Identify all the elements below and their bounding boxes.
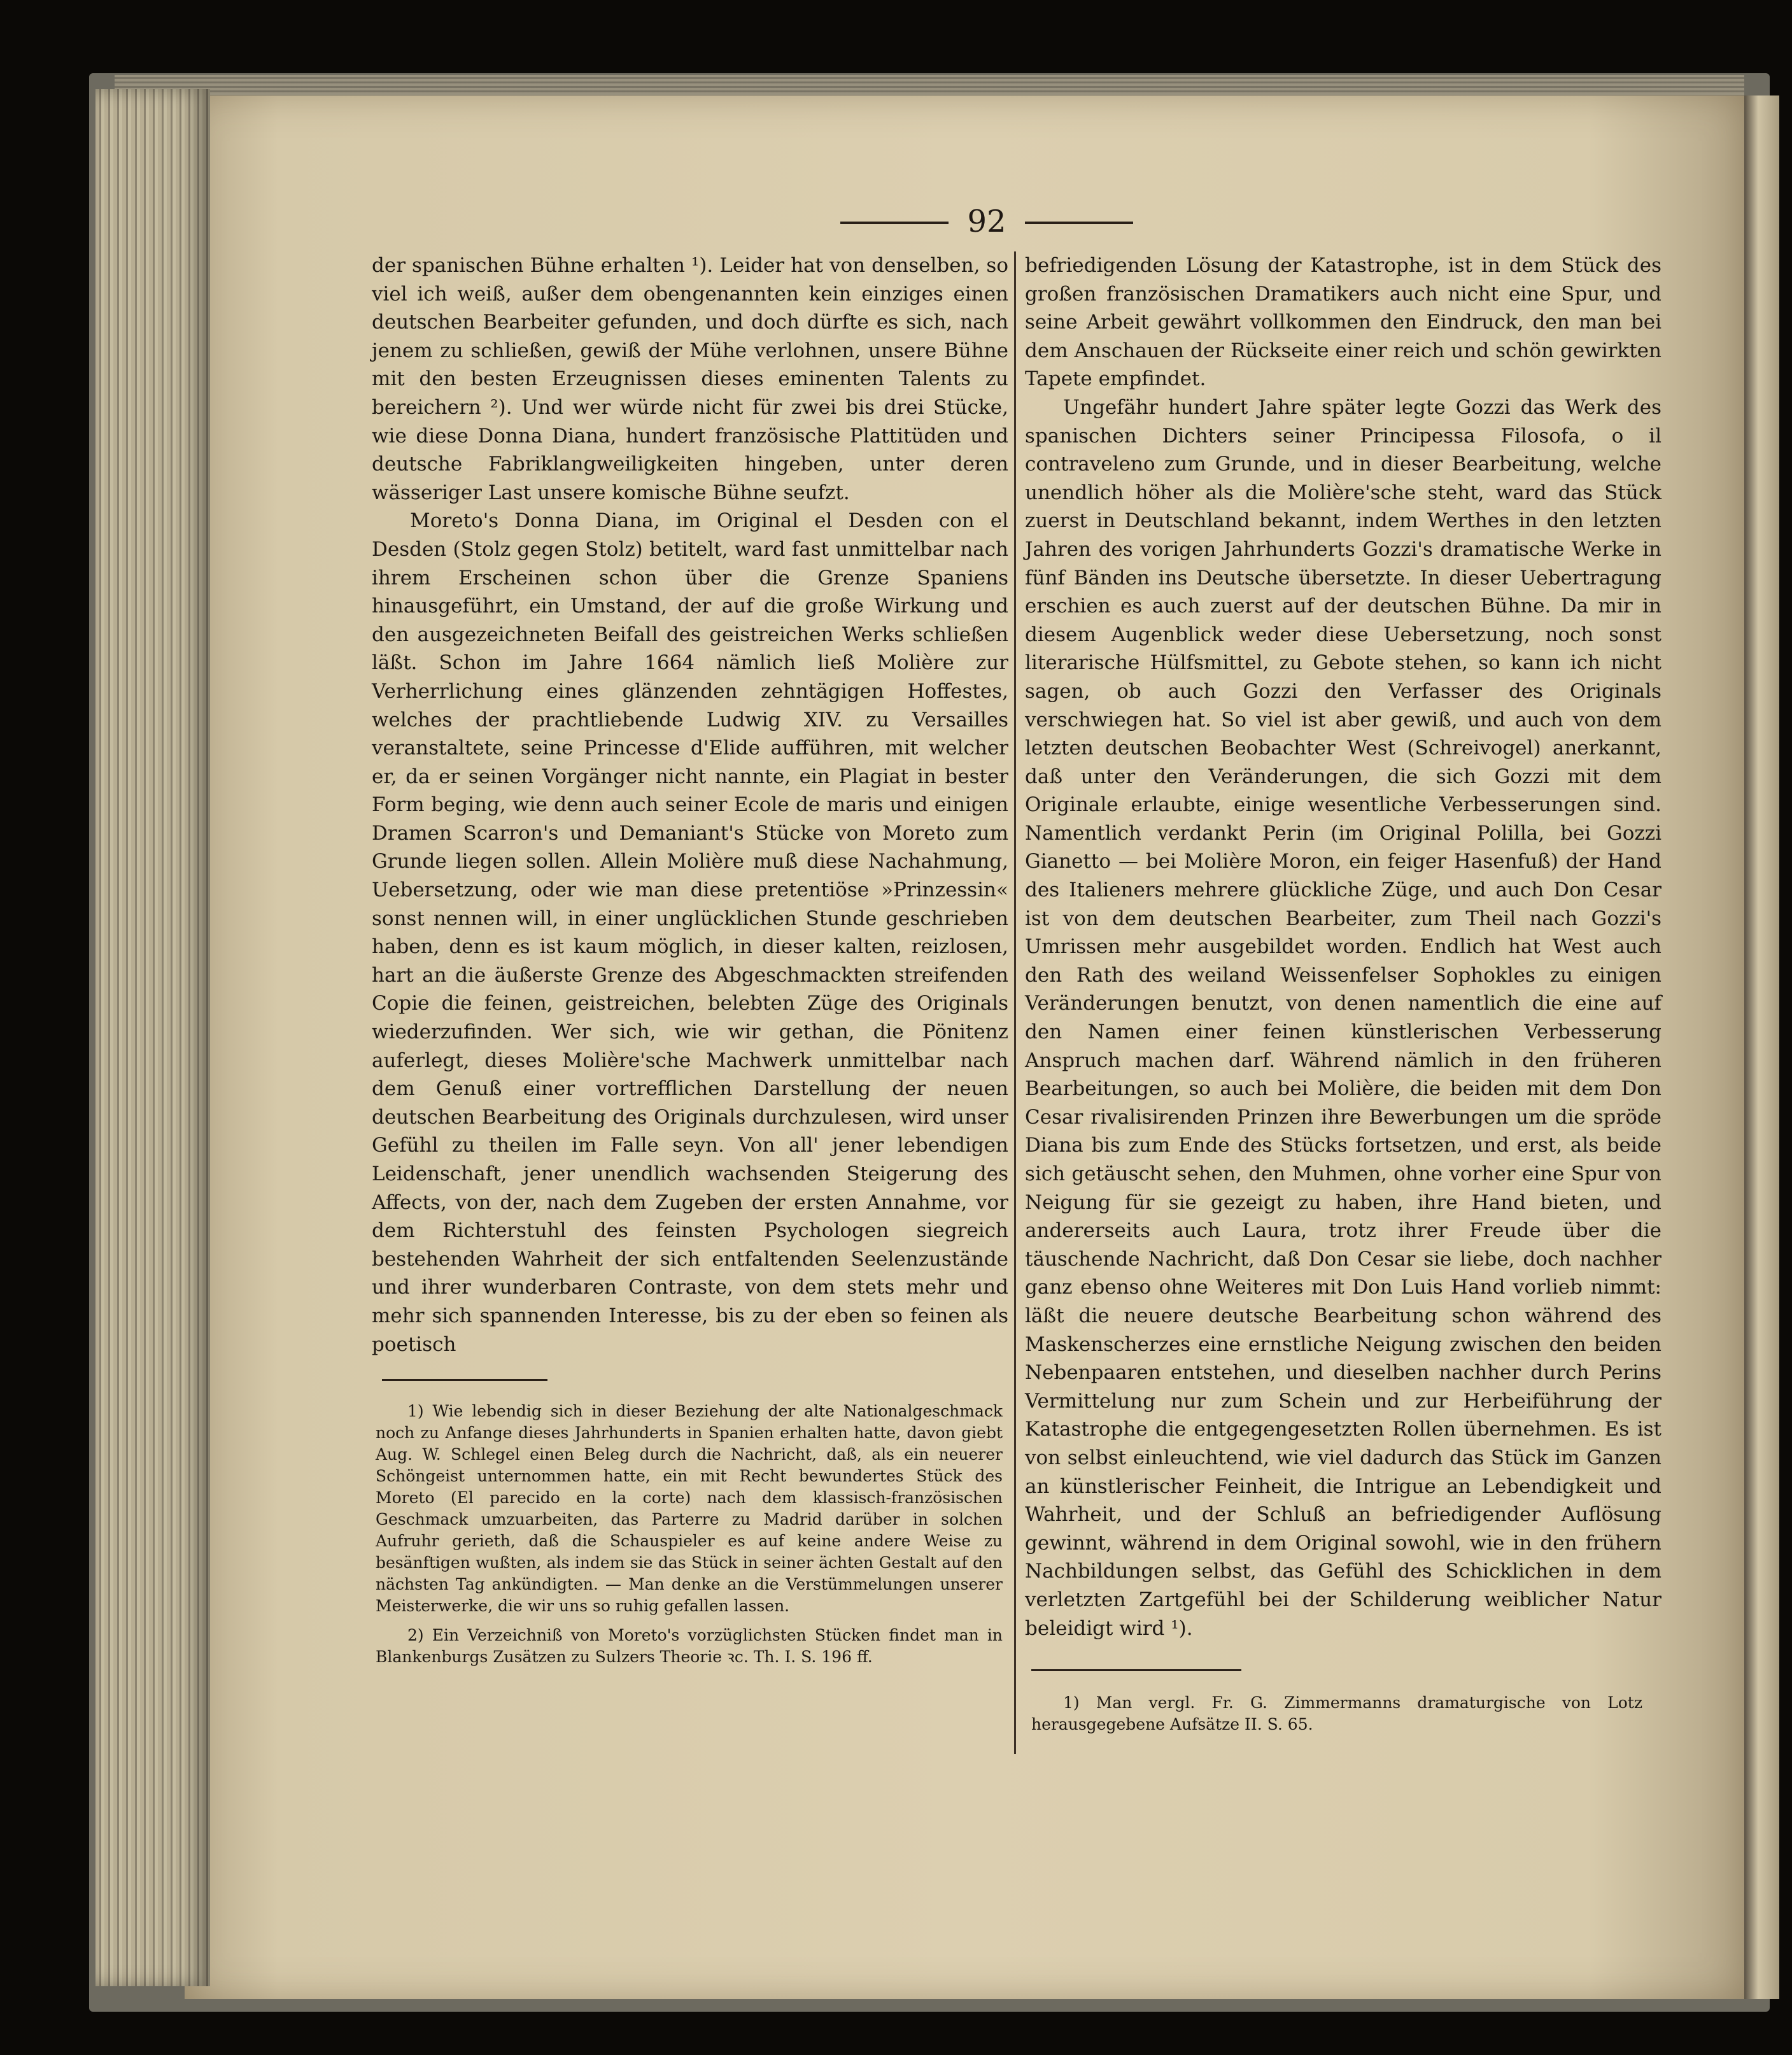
page-number: 92: [967, 204, 1006, 239]
footnote: 1) Man vergl. Fr. G. Zimmermanns dramaturgische von Lotz herausgegebene Aufsätze II. S. 65.: [1031, 1693, 1642, 1734]
right-column: [1025, 251, 1661, 1642]
footnote: 1) Wie lebendig sich in dieser Beziehung der alte Nationalgeschmack noch zu Anfange dieses Jahrhunderts in Spanien erhalten hatte, davon giebt Aug. W. Schlegel einen Beleg durch die Nachricht, daß, als ein neuerer Schöngeist unternommen hatte, ein mit Recht bewundertes Stück des Moreto (El parecido en la corte) nach dem klassisch-französischen Geschmack umzuarbeiten, das Parterre zu Madrid darüber in solchen Aufruhr gerieth, daß die Schauspieler es auf keine andere Weise zu besänftigen wußten, als indem sie das Stück in seiner ächten Gestalt auf den nächsten Tag ankündigten. — Man denke an die Verstümmelungen unserer Meisterwerke, die wir uns so ruhig gefallen lassen.: [376, 1402, 1003, 1615]
footnote: 2) Ein Verzeichniß von Moreto's vorzüglichsten Stücken findet man in Blankenburgs Zusätzen zu Sulzers Theorie ꝛc. Th. I. S. 196 ff.: [376, 1626, 1003, 1666]
paragraph: Ungefähr hundert Jahre später legte Gozzi das Werk des spanischen Dichters seiner Principessa Filosofa, o il contraveleno zum Grunde, und in dieser Bearbeitung, welche unendlich höher als die Molière'sche steht, ward das Stück zuerst in Deutschland bekannt, indem Werthes in den letzten Jahren des vorigen Jahrhunderts Gozzi's dramatische Werke in fünf Bänden ins Deutsche übersetzte. In dieser Uebertragung erschien es auch zuerst auf der deutschen Bühne. Da mir in diesem Augenblick weder diese Uebersetzung, noch sonst literarische Hülfsmittel, zu Gebote stehen, so kann ich nicht sagen, ob auch Gozzi den Verfasser des Originals verschwiegen hat. So viel ist aber gewiß, und auch von dem letzten deutschen Beobachter West (Schreivogel) anerkannt, daß unter den Veränderungen, die sich Gozzi mit dem Originale erlaubte, einige wesentliche Verbesserungen sind. Namentlich verdankt Perin (im Original Polilla, bei Gozzi Gianetto — bei Molière Moron, ein feiger Hasenfuß) der Hand des Italieners mehrere glückliche Züge, und auch Don Cesar ist von dem deutschen Bearbeiter, zum Theil nach Gozzi's Umrissen mehr ausgebildet worden. Endlich hat West auch den Rath des weiland Weissenfelser Sophokles zu einigen Veränderungen benutzt, von denen namentlich die eine auf den Namen einer feinen künstlerischen Verbesserung Anspruch machen darf. Während nämlich in den früheren Bearbeitungen, so auch bei Molière, die beiden mit dem Don Cesar rivalisirenden Prinzen ihre Bewerbungen um die spröde Diana bis zum Ende des Stücks fortsetzen, und erst, als beide sich getäuscht sehen, den Muhmen, ohne vorher eine Spur von Neigung für sie gezeigt zu haben, ihre Hand bieten, und andererseits auch Laura, trotz ihrer Freude über die täuschende Nachricht, daß Don Cesar sie liebe, doch nachher ganz ebenso ohne Weiteres mit Don Luis Hand vorlieb nimmt: läßt die neuere deutsche Bearbeitung schon während des Maskenscherzes eine ernstliche Neigung zwischen den beiden Nebenpaaren entstehen, und dieselben nachher durch Perins Vermittelung nur zum Schein und zur Herbeiführung der Katastrophe die entgegengesetzten Rollen übernehmen. Es ist von selbst einleuchtend, wie viel dadurch das Stück im Ganzen an künstlerischer Feinheit, die Intrigue an Lebendigkeit und Wahrheit, und der Schluß an befriedigender Auflösung gewinnt, während in dem Original sowohl, wie in den frühern Nachbildungen selbst, das Gefühl des Schicklichen in dem verletzten Zartgefühl bei der Schilderung weiblicher Natur beleidigt wird ¹).: [1025, 395, 1661, 1640]
footnotes-right: [1031, 1692, 1642, 1743]
footnote-rule-right: [1031, 1669, 1241, 1671]
footnotes-left: [376, 1401, 1003, 1676]
page-edges-left: [95, 89, 210, 1986]
page-header: [840, 202, 1133, 241]
footnote-rule-left: [382, 1379, 547, 1381]
header-rule-right: [1025, 222, 1133, 224]
column-divider: [1014, 251, 1016, 1754]
paragraph: der spanischen Bühne erhalten ¹). Leider hat von denselben, so viel ich weiß, außer dem obengenannten kein einziges einen deutschen Bearbeiter gefunden, und doch dürfte es sich, nach jenem zu schließen, gewiß der Mühe verlohnen, unsere Bühne mit den besten Erzeugnissen dieses eminenten Talents zu bereichern ²). Und wer würde nicht für zwei bis drei Stücke, wie diese Donna Diana, hundert französische Plattitüden und deutsche Fabriklangweiligkeiten hingeben, unter deren wässeriger Last unsere komische Bühne seufzt.: [372, 254, 1008, 504]
left-column: [372, 251, 1008, 1359]
paragraph: Moreto's Donna Diana, im Original el Desden con el Desden (Stolz gegen Stolz) betitelt, ward fast unmittelbar nach ihrem Erscheinen schon über die Grenze Spaniens hinausgeführt, ein Umstand, der auf die große Wirkung und den ausgezeichneten Beifall des geistreichen Werks schließen läßt. Schon im Jahre 1664 nämlich ließ Molière zur Verherrlichung eines glänzenden zehntägigen Hoffestes, welches der prachtliebende Ludwig XIV. zu Versailles veranstaltete, seine Princesse d'Elide aufführen, mit welcher er, da er seinen Vorgänger nicht nannte, ein Plagiat in bester Form beging, wie denn auch seiner Ecole de maris und einigen Dramen Scarron's und Demaniant's Stücke von Moreto zum Grunde liegen sollen. Allein Molière muß diese Nachahmung, Uebersetzung, oder wie man diese pretentiöse »Prinzessin« sonst nennen will, in einer unglücklichen Stunde geschrieben haben, denn es ist kaum möglich, in dieser kalten, reizlosen, hart an die äußerste Grenze des Abgeschmackten streifenden Copie die feinen, geistreichen, belebten Züge des Originals wiederzufinden. Wer sich, wie wir gethan, die Pönitenz auferlegt, dieses Molière'sche Machwerk unmittelbar nach dem Genuß einer vortrefflichen Darstellung der neuen deutschen Bearbeitung des Originals durchzulesen, wird unser Gefühl zu theilen im Falle seyn. Von all' jener lebendigen Leidenschaft, jener unendlich wachsenden Steigerung des Affects, von der, nach dem Zugeben der ersten Annahme, vor dem Richterstuhl des feinsten Psychologen siegreich bestehenden Wahrheit der sich entfaltenden Seelenzustände und ihrer wunderbaren Contraste, von dem stets mehr und mehr sich spannenden Interesse, bis zu der eben so feinen als poetisch: [372, 509, 1008, 1356]
page-edges-right: [1744, 95, 1779, 1999]
paragraph: befriedigenden Lösung der Katastrophe, ist in dem Stück des großen französischen Dramatikers auch nicht eine Spur, und seine Arbeit gewährt vollkommen den Eindruck, den man bei dem Anschauen der Rückseite einer reich und schön gewirkten Tapete empfindet.: [1025, 254, 1661, 391]
header-rule-left: [840, 222, 949, 224]
